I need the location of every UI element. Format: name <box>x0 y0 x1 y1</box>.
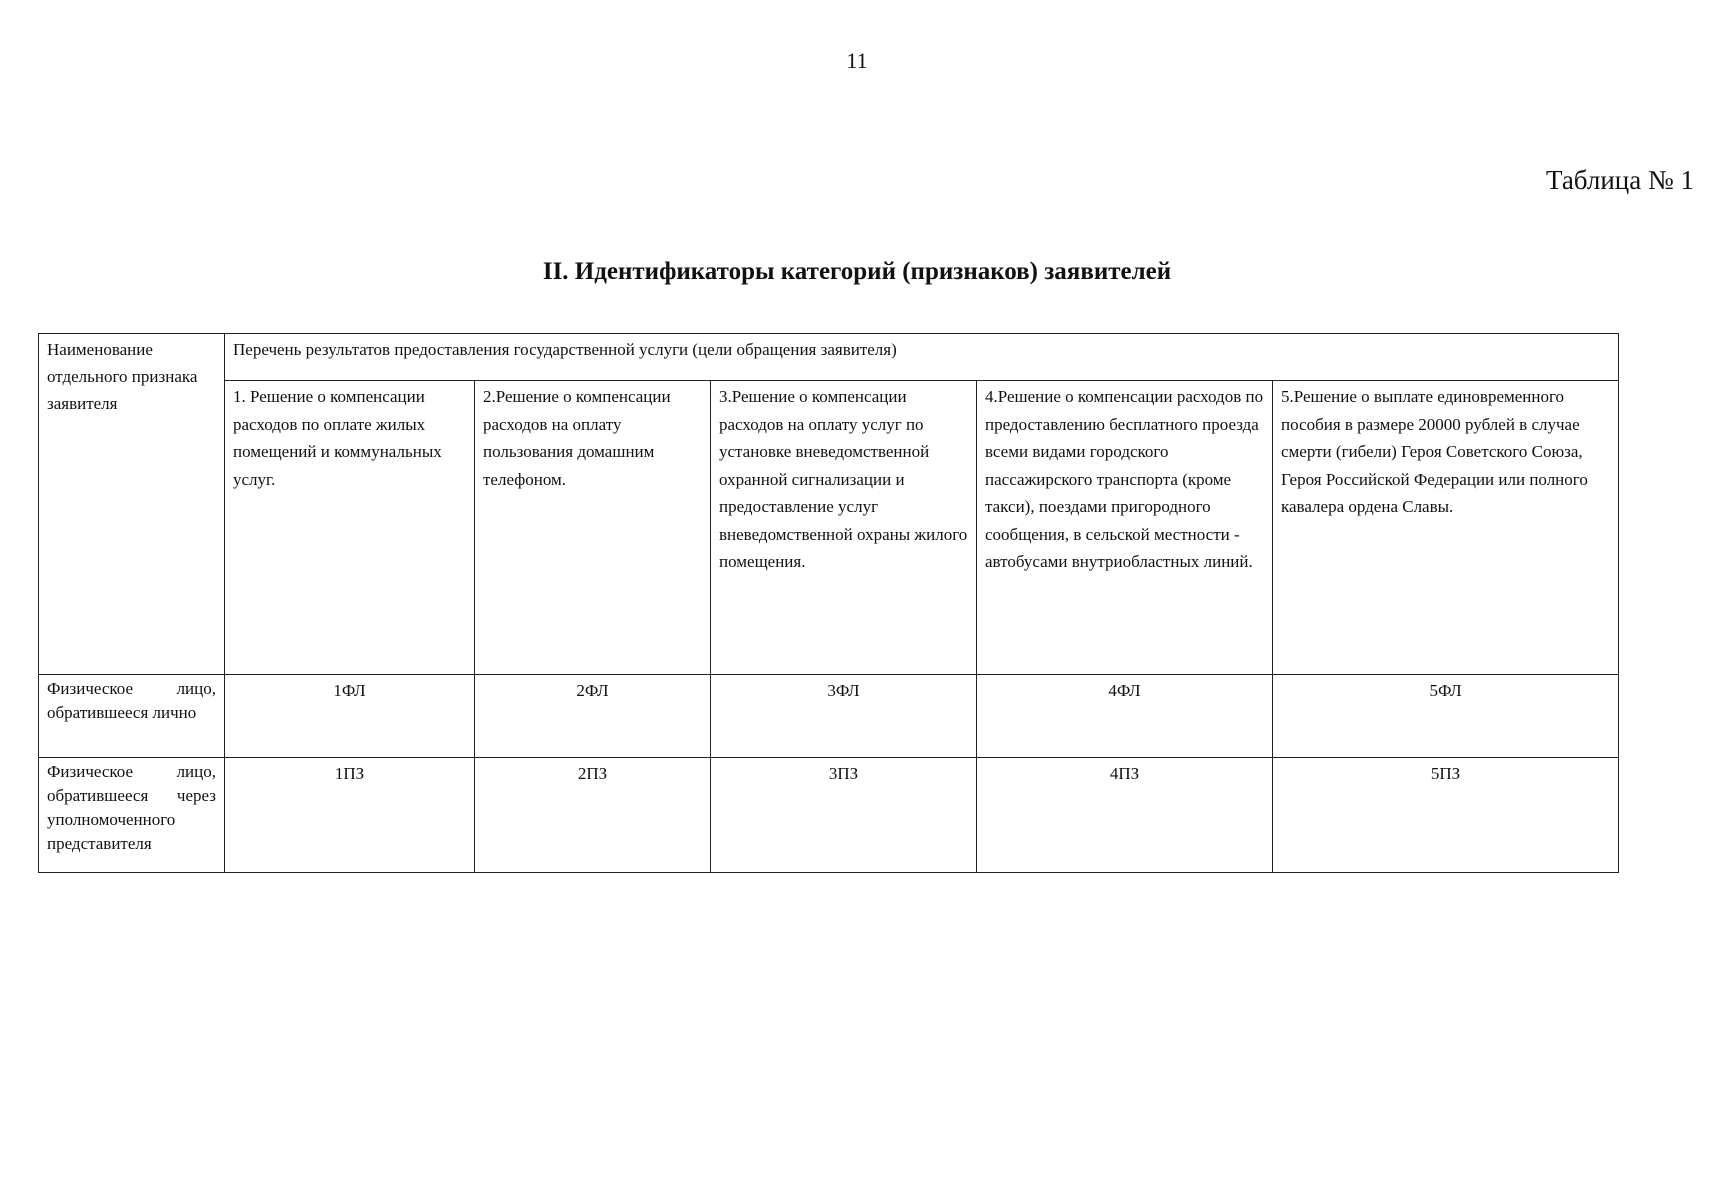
results-row <box>39 381 1619 675</box>
result-cell-1: 1. Решение о компенсации расходов по оплате жилых помещений и коммунальных услуг. <box>225 381 475 675</box>
code-cell: 1ФЛ <box>225 675 475 758</box>
table-label: Таблица № 1 <box>1546 165 1694 195</box>
code-cell: 2ПЗ <box>475 758 711 873</box>
row-label-personal: Физическое лицо, обратившееся лично <box>39 675 225 758</box>
code-cell: 3ФЛ <box>711 675 977 758</box>
table-header-row <box>39 334 1619 381</box>
table-row <box>39 758 1619 873</box>
code-cell: 2ФЛ <box>475 675 711 758</box>
table-row <box>39 675 1619 758</box>
result-cell-2: 2.Решение о компенсации расходов на оплату пользования домашним телефоном. <box>475 381 711 675</box>
result-cell-3: 3.Решение о компенсации расходов на оплату услуг по установке вневедомственной охранной сигнализации и предоставление услуг вневедомственной охраны жилого помещения. <box>711 381 977 675</box>
corner-header-cell: Наименование отдельного признака заявителя <box>39 334 225 675</box>
group-header-cell: Перечень результатов предоставления государственной услуги (цели обращения заявителя) <box>225 334 1619 381</box>
result-cell-5: 5.Решение о выплате единовременного пособия в размере 20000 рублей в случае смерти (гибели) Героя Советского Союза, Героя Российской Федерации или полного кавалера ордена Славы. <box>1273 381 1619 675</box>
page-number: 11 <box>846 48 868 73</box>
code-cell: 4ПЗ <box>977 758 1273 873</box>
row-label-representative: Физическое лицо, обратившееся через уполномоченного представителя <box>39 758 225 873</box>
code-cell: 1ПЗ <box>225 758 475 873</box>
section-title: II. Идентификаторы категорий (признаков) заявителей <box>542 258 1172 285</box>
code-cell: 4ФЛ <box>977 675 1273 758</box>
applicant-categories-table <box>38 333 1619 873</box>
code-cell: 5ФЛ <box>1273 675 1619 758</box>
code-cell: 5ПЗ <box>1273 758 1619 873</box>
result-cell-4: 4.Решение о компенсации расходов по предоставлению бесплатного проезда всеми видами городского пассажирского транспорта (кроме такси), поездами пригородного сообщения, в сельской местности - автобусами внутриобластных линий. <box>977 381 1273 675</box>
code-cell: 3ПЗ <box>711 758 977 873</box>
